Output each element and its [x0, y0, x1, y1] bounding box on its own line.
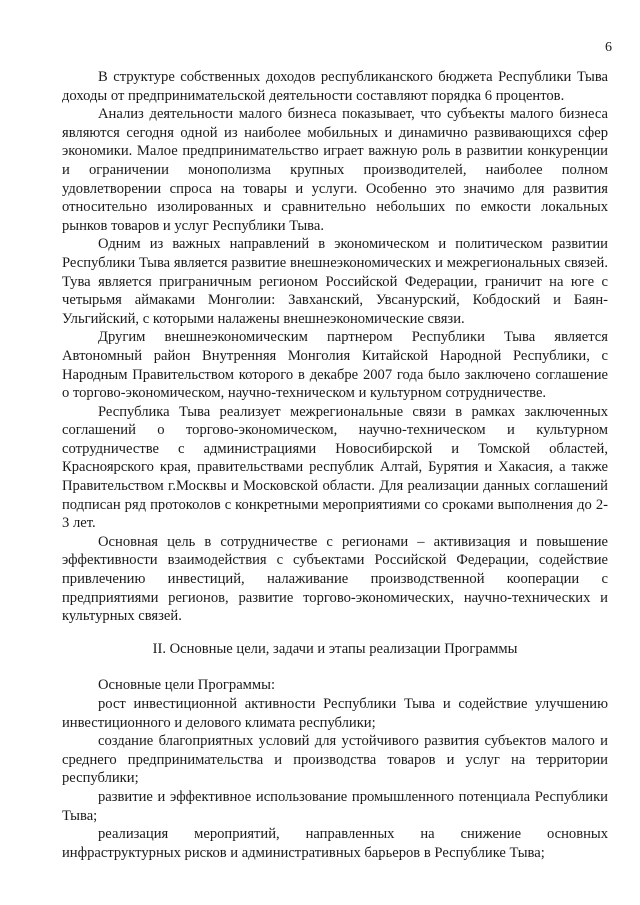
paragraph: Основная цель в сотрудничестве с регионами – активизация и повышение эффективности взаимодействия с субъектами Российской Федерации, содействие привлечению инвестиций, налаживание производственной кооперации с предприятиями регионов, развитие торгово-экономических, научно-технических и культурных связей.	[62, 533, 608, 625]
paragraph: Другим внешнеэкономическим партнером Республики Тыва является Автономный район Внутренняя Монголия Китайской Народной Республики, с Народным Правительством которого в декабре 2007 года было заключено соглашение о торгово-экономическом, научно-техническом и культурном сотрудничестве.	[62, 329, 608, 402]
paragraph: Анализ деятельности малого бизнеса показывает, что субъекты малого бизнеса являются сегодня одной из наиболее мобильных и динамично развивающихся сфер экономики. Малое предпринимательство играет важную роль в развитии конкуренции и ограничении монополизма крупных производителей, наиболее полном удовлетворении спроса на товары и услуги. Особенно это значимо для развития относительно изолированных и сравнительно небольших по емкости локальных рынков товаров и услуг Республики Тыва.	[62, 106, 608, 234]
list-item: создание благоприятных условий для устойчивого развития субъектов малого и среднего предпринимательства и производства товаров и услуг на территории республики;	[62, 733, 608, 787]
paragraph: Основные цели Программы:	[98, 677, 276, 694]
paragraph: В структуре собственных доходов республиканского бюджета Республики Тыва доходы от предпринимательской деятельности составляют порядка 6 процентов.	[62, 69, 608, 104]
page-number: 6	[605, 40, 612, 55]
paragraph: Республика Тыва реализует межрегиональные связи в рамках заключенных соглашений о торгово-экономическом, научно-техническом и культурном сотрудничестве с администрациями Новосибирской и Томской областей, Красноярского края, правительствами республик Алтай, Бурятия и Хакасия, а также Правительством г.Москвы и Московской области. Для реализации данных соглашений подписан ряд протоколов с конкретными мероприятиями со сроками выполнения до 2-3 лет.	[62, 403, 608, 532]
document-body	[62, 68, 608, 862]
list-item: реализация мероприятий, направленных на снижение основных инфраструктурных рисков и административных барьеров в Республике Тыва;	[62, 826, 608, 861]
list-item: развитие и эффективное использование промышленного потенциала Республики Тыва;	[62, 788, 608, 824]
list-item: рост инвестиционной активности Республики Тыва и содействие улучшению инвестиционного и делового климата республики;	[62, 696, 608, 731]
paragraph: Одним из важных направлений в экономическом и политическом развитии Республики Тыва является развитие внешнеэкономических и межрегиональных связей. Тува является приграничным регионом Российской Федерации, граничит на юге с четырьмя аймаками Монголии: Завханский, Увсанурский, Кобдоский и Баян-Ульгийский, с которыми налажены внешнеэкономические связи.	[62, 236, 608, 327]
section-heading: II. Основные цели, задачи и этапы реализации Программы	[152, 640, 518, 657]
